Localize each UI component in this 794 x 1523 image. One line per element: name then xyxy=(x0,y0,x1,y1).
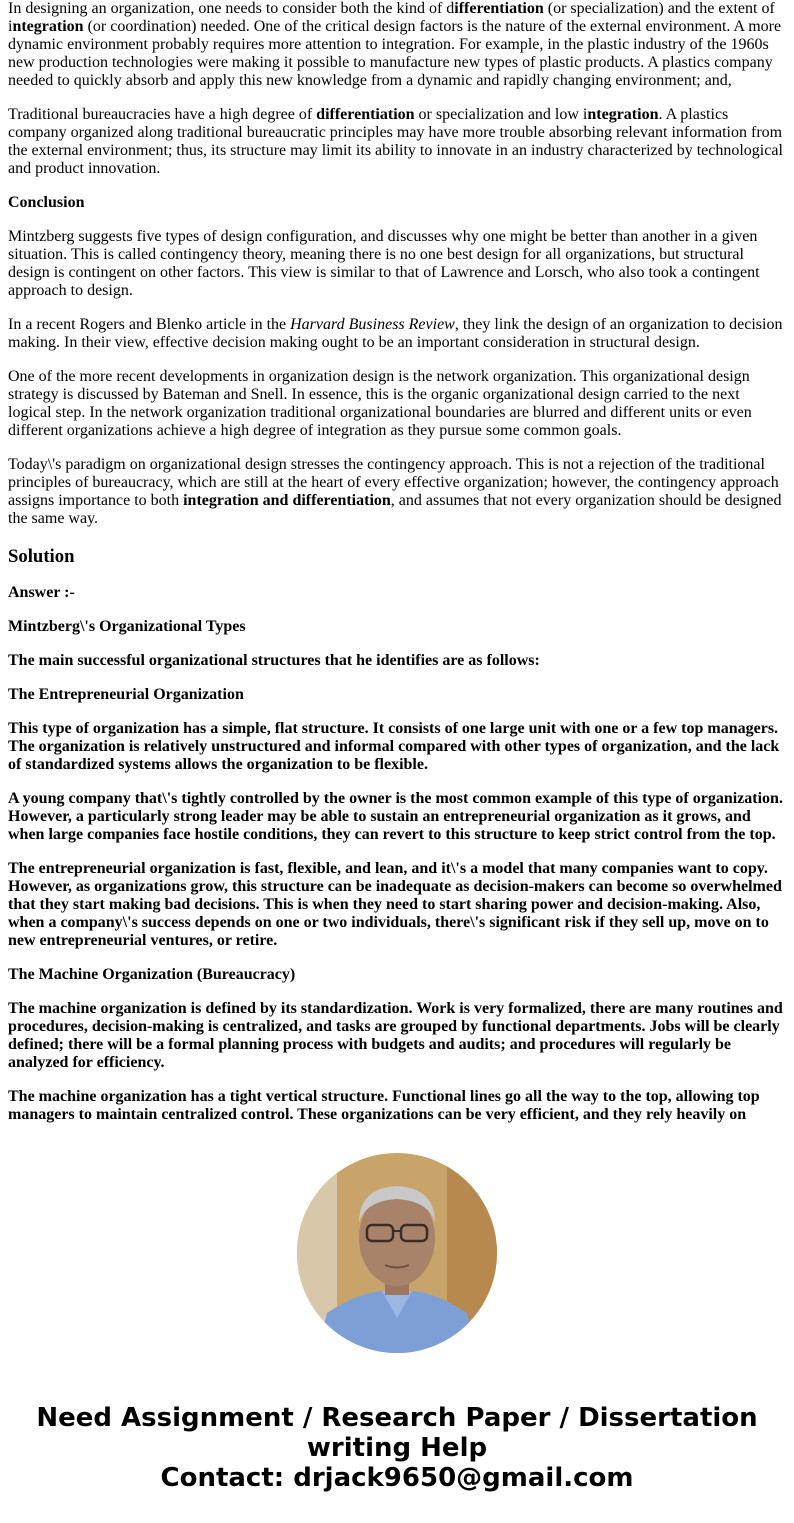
solution-heading: Solution xyxy=(8,546,75,567)
paragraph-contingency xyxy=(8,456,786,528)
machine-heading: The Machine Organization (Bureaucracy) xyxy=(8,966,296,983)
bold-term: integration and differentiation xyxy=(183,492,391,509)
machine-paragraph-1: The machine organization is defined by its standardization. Work is very formalized, there are many routines and procedures, decision-making is centralized, and tasks are grouped by functional departments. Jobs will be clearly defined; there will be a formal planning process with budgets and audits; and procedures will regularly be analyzed for efficiency. xyxy=(8,1000,783,1071)
machine-paragraph-2: The machine organization has a tight vertical structure. Functional lines go all the way to the top, allowing top managers to maintain centralized control. These organizations can be very efficient, and they rely heavily on xyxy=(8,1088,760,1123)
text: or specialization and low i xyxy=(414,106,588,123)
bold-term: differentiation xyxy=(316,106,415,123)
text: (or specialization) and the extent of i xyxy=(8,0,775,35)
bold-term: ntegration xyxy=(12,18,84,35)
portrait-image xyxy=(297,1153,497,1353)
types-heading: Mintzberg\'s Organizational Types xyxy=(8,618,246,635)
promo-line-1: Need Assignment / Research Paper / Dissertation xyxy=(36,1403,758,1433)
paragraph-mintzberg: Mintzberg suggests five types of design configuration, and discusses why one might be better than another in a given situation. This is called contingency theory, meaning there is no one best design for all organizations, but structural design is contingent on other factors. This view is similar to that of Lawrence and Lorsch, who also took a contingent approach to design. xyxy=(8,228,760,299)
text: In designing an organization, one needs to consider both the kind of d xyxy=(8,0,455,17)
article-body xyxy=(8,0,786,1123)
entrepreneurial-paragraph-3: The entrepreneurial organization is fast, flexible, and lean, and it\'s a model that many companies want to copy. However, as organizations grow, this structure can be inadequate as decision-makers can become so overwhelmed that they start making bad decisions. This is when they need to start sharing power and decision-making. Also, when a company\'s success depends on one or two individuals, there\'s significant risk if they sell up, move on to new entrepreneurial ventures, or retire. xyxy=(8,860,782,949)
text: . A plastics company organized along traditional bureaucratic principles may have more trouble absorbing relevant information from the external environment; thus, its structure may limit its ability to innovate in an industry characterized by technological and product innovation. xyxy=(8,106,783,177)
conclusion-heading: Conclusion xyxy=(8,194,85,211)
text: , and assumes that not every organization should be designed the same way. xyxy=(8,492,782,527)
journal-title: Harvard Business Review xyxy=(290,316,455,333)
text: , they link the design of an organization to decision making. In their view, effective decision making ought to be an important consideration in structural design. xyxy=(8,316,783,351)
promo-line-2: writing Help xyxy=(306,1433,488,1463)
text: Today\'s paradigm on organizational design stresses the contingency approach. This is not a rejection of the traditional principles of bureaucracy, which are still at the heart of every effective organization; however, the contingency approach assigns importance to both xyxy=(8,456,779,509)
bold-term: ifferentiation xyxy=(454,0,544,17)
answer-label: Answer :- xyxy=(8,584,75,601)
paragraph-differentiation-integration xyxy=(8,0,786,90)
entrepreneurial-heading: The Entrepreneurial Organization xyxy=(8,686,244,703)
author-photo xyxy=(297,1153,497,1353)
intro-text: The main successful organizational structures that he identifies are as follows: xyxy=(8,652,540,669)
text: Traditional bureaucracies have a high degree of xyxy=(8,106,317,123)
entrepreneurial-paragraph-1: This type of organization has a simple, flat structure. It consists of one large unit with one or a few top managers. The organization is relatively unstructured and informal compared with other types of organization, and the lack of standardized systems allows the organization to be flexible. xyxy=(8,720,780,773)
entrepreneurial-paragraph-2: A young company that\'s tightly controlled by the owner is the most common example of this type of organization. However, a particularly strong leader may be able to sustain an entrepreneurial organization as it grows, and when large companies face hostile conditions, they can revert to this structure to keep strict control from the top. xyxy=(8,790,783,843)
text: In a recent Rogers and Blenko article in the xyxy=(8,316,291,333)
paragraph-rogers-blenko xyxy=(8,316,786,352)
paragraph-bureaucracies xyxy=(8,106,786,178)
promo-contact[interactable]: Contact: drjack9650@gmail.com xyxy=(160,1463,634,1493)
promo-banner xyxy=(0,1403,794,1493)
text: (or coordination) needed. One of the critical design factors is the nature of the external environment. A more dynamic environment probably requires more attention to integration. For example, in the plastic industry of the 1960s new production technologies were making it possible to manufacture new types of plastic products. A plastics company needed to quickly absorb and apply this new knowledge from a dynamic and rapidly changing environment; and, xyxy=(8,18,782,89)
bold-term: ntegration xyxy=(587,106,659,123)
paragraph-network-organization: One of the more recent developments in organization design is the network organization. This organizational design strategy is discussed by Bateman and Snell. In essence, this is the organic organizational design carried to the next logical step. In the network organization traditional organizational boundaries are blurred and different units or even different organizations achieve a high degree of integration as they pursue some common goals. xyxy=(8,368,752,439)
